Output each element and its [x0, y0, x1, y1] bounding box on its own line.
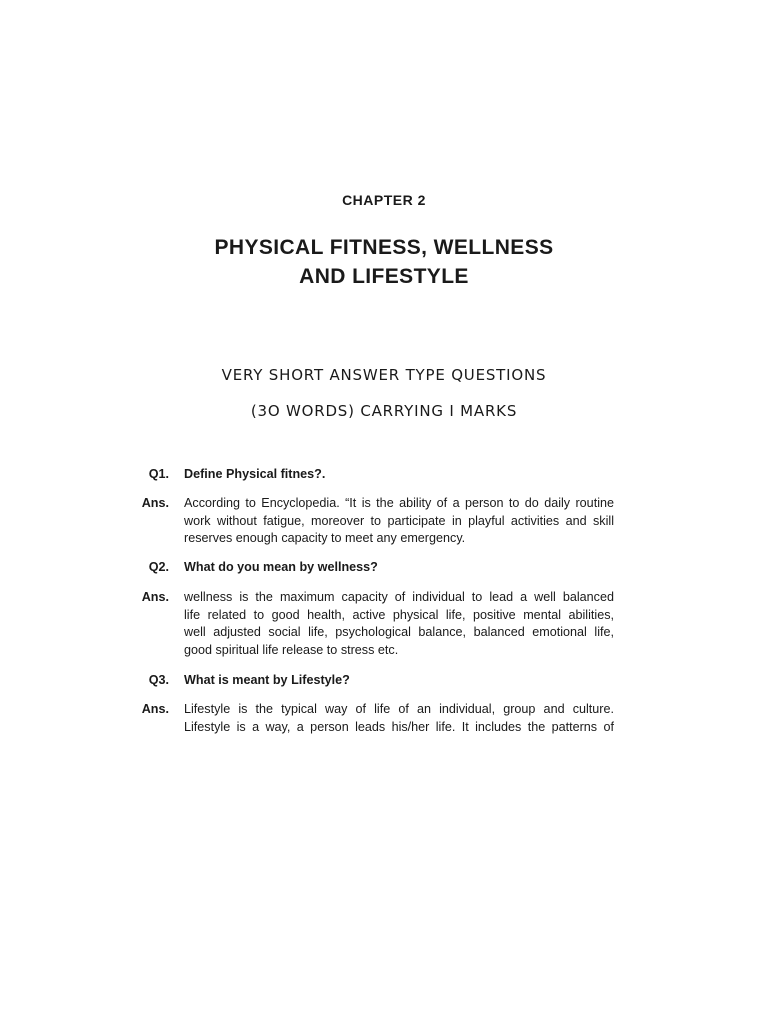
- answer-line: good spiritual life release to stress etc.: [184, 643, 399, 658]
- chapter-title-line: PHYSICAL FITNESS, WELLNESS: [214, 236, 554, 259]
- answer-text: [184, 495, 614, 548]
- answer-line: Lifestyle is a way, a person leads his/her life. It includes the patterns of: [184, 719, 614, 734]
- section-heading: VERY SHORT ANSWER TYPE QUESTIONS: [221, 366, 547, 384]
- answer-text: [184, 589, 614, 660]
- answer-text: [184, 701, 614, 736]
- answer-line: reserves enough capacity to meet any emergency.: [184, 531, 466, 546]
- question-label: Q1.: [148, 467, 169, 481]
- section-subheading: (3O WORDS) CARRYING I MARKS: [250, 402, 518, 420]
- answer-label: Ans.: [141, 496, 169, 510]
- answer-line: Lifestyle is the typical way of life of an individual, group and culture.: [184, 702, 614, 716]
- answer-label: Ans.: [141, 702, 169, 716]
- chapter-label: CHAPTER 2: [342, 192, 426, 208]
- answer-label: Ans.: [141, 590, 169, 604]
- chapter-title-line: AND LIFESTYLE: [299, 265, 469, 288]
- question-text: What is meant by Lifestyle?: [184, 673, 350, 687]
- answer-line: work without fatigue, moreover to participate in playful activities and skill: [184, 513, 614, 528]
- question-text: Define Physical fitnes?.: [184, 467, 326, 481]
- chapter-title: [0, 233, 768, 291]
- question-label: Q3.: [148, 673, 169, 687]
- answer-line: life related to good health, active physical life, positive mental abilities,: [184, 607, 614, 622]
- answer-line: well adjusted social life, psychological balance, balanced emotional life,: [184, 625, 614, 640]
- question-label: Q2.: [148, 560, 169, 574]
- question-text: What do you mean by wellness?: [184, 560, 378, 574]
- answer-line: wellness is the maximum capacity of individual to lead a well balanced: [184, 590, 614, 604]
- answer-line: According to Encyclopedia. “It is the ability of a person to do daily routine: [184, 496, 614, 510]
